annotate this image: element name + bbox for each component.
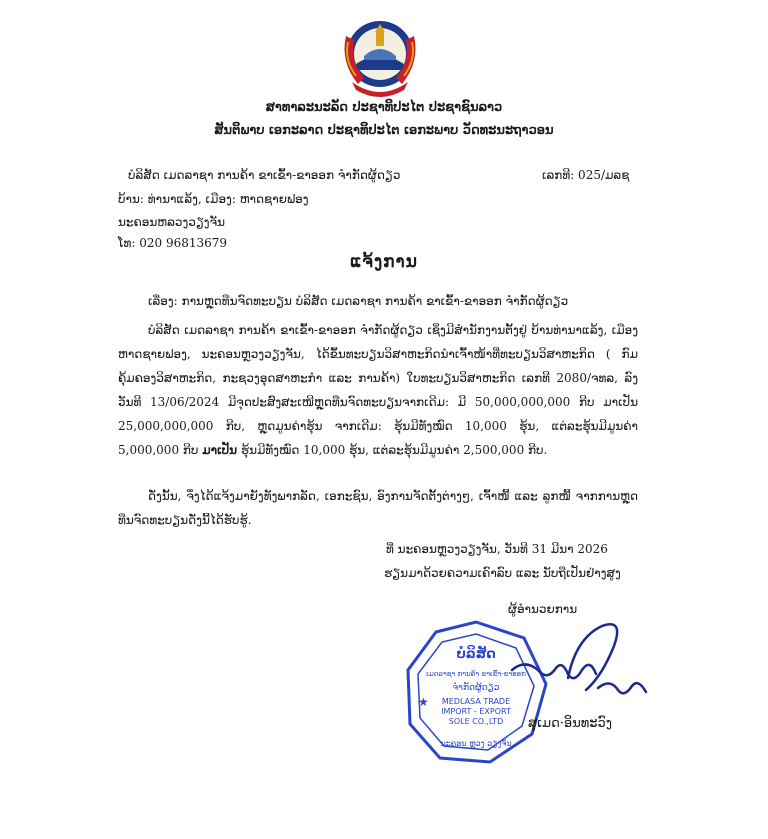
national-emblem-icon	[338, 12, 422, 98]
company-phone: ໂທ: 020 96813679	[118, 236, 228, 250]
place-date: ທີ່ ນະຄອນຫຼວງວຽງຈັນ, ວັນທີ 31 ມີນາ 2026	[386, 542, 608, 556]
document-title: ແຈ້ງການ	[350, 252, 418, 272]
subject-line: ເລື່ອງ: ການຫຼຸດທືນຈົດທະບຽນ ບໍລິສັດ ເມດລາຊາ ການຄ້າ ຂາເຂົ້າ-ຂາອອກ ຈໍາກັດຜູ້ດຽວ	[148, 294, 569, 308]
stamp-ring-text: ນະຄອນ ຫຼວງ ວຽງຈັນ	[440, 739, 512, 748]
stamp-lao-name: ເມດລາຊາ ການຄ້າ ຂາເຂົ້າ-ຂາອອກ	[426, 670, 526, 678]
signer-title: ຜູ້ອໍານວຍການ	[508, 602, 578, 616]
stamp-lao-sole: ຈໍາກັດຜູ້ດຽວ	[452, 683, 500, 693]
body-paragraph-2: ດັ່ງນັ້ນ, ຈຶ່ງໄດ້ແຈ້ງມາຍັງທັງພາກລັດ, ເອກະຊົນ, ອົງການຈັດຕັ້ງຕ່າງໆ, ເຈົ້າໜີ້ ແລະ ລູກໜີ້ ຈາກການຫຼຸດທືນຈົດທະບຽນດັ່ງນີ້ໄດ້ຮັບຮູ້.	[118, 489, 638, 527]
country-name: ສາທາລະນະລັດ ປະຊາທິປະໄຕ ປະຊາຊົນລາວ	[265, 100, 503, 115]
body-text-end: ຮຸ້ນມີທັງໝົດ 10,000 ຮຸ້ນ, ແຕ່ລະຮຸ້ນມີມູນຄ່າ 2,500,000 ກີບ.	[237, 443, 548, 457]
stamp-english-2: IMPORT - EXPORT	[441, 707, 511, 716]
company-name: ບໍລິສັດ ເມດລາຊາ ການຄ້າ ຂາເຂົ້າ-ຂາອອກ ຈໍາກັດຜູ້ດຽວ	[128, 168, 401, 182]
stamp-star-icon: ★	[418, 695, 429, 709]
closing-note: ຮຽນມາດ້ວຍຄວາມເຄົາລົບ ແລະ ນັບຖືເປັນຢ່າງສູງ	[384, 566, 621, 580]
body-bold-text: ມາເປັນ	[202, 443, 238, 457]
body-text: ບໍລິສັດ ເມດລາຊາ ການຄ້າ ຂາເຂົ້າ-ຂາອອກ ຈໍາກັດຜູ້ດຽວ ເຊິ່ງມີສໍານັກງານຕັ້ງຢູ່ ບ້ານທ່ານາແລ້ງ, ເມືອງ ຫາດຊາຍຟອງ, ນະຄອນຫຼວງວຽງຈັນ, ໄດ້ຂຶ້ນທະບຽນວິສາຫະກິດນໍາເຈົ້າໜ້າທີ່ທະບຽນວິສາຫະກິດ ( ກົມຄຸ້ມຄອງວິສາຫະກິດ, ກະຊວງອຸດສາຫະກໍາ ແລະ ການຄ້າ) ໃບທະບຽນວິສາຫະກິດ ເລກທີ 2080/ຈທລ, ລົງວັນທີ 13/06/2024 ມີຈຸດປະສົງສະເໜີຫຼຸດທືນຈົດທະບຽນຈາກເດີມ: ມີ 50,000,000,000 ກີບ ມາເປັນ 25,000,000,000 ກີບ, ຫຼຸດມູນຄ່າຮຸ້ນ ຈາກເດີມ: ຮຸ້ນມີທັງໝົດ 10,000 ຮຸ້ນ, ແຕ່ລະຮຸ້ນມີມູນຄ່າ 5,000,000 ກີບ	[118, 323, 638, 457]
stamp-english-1: MEDLASA TRADE	[441, 697, 511, 706]
national-motto: ສັນຕິພາບ ເອກະລາດ ປະຊາທິປະໄຕ ເອກະພາບ ວັດທະນະຖາວອນ	[214, 123, 554, 138]
signer-name: ສຸເມດ·ອິນທະວົງ	[528, 716, 612, 731]
stamp-english-3: SOLE CO.,LTD	[448, 717, 504, 726]
company-village: ບ້ານ: ທ່ານາແລ້ງ, ເມືອງ: ຫາດຊາຍຟອງ	[118, 192, 309, 206]
stamp-title: ບໍລິສັດ	[456, 647, 496, 662]
reference-number: ເລກທີ: 025/ມລຊ	[542, 168, 630, 182]
body-paragraph-1	[118, 318, 638, 462]
signature-mark	[506, 618, 656, 718]
company-province: ນະຄອນຫລວງວຽງຈັນ	[118, 215, 226, 229]
